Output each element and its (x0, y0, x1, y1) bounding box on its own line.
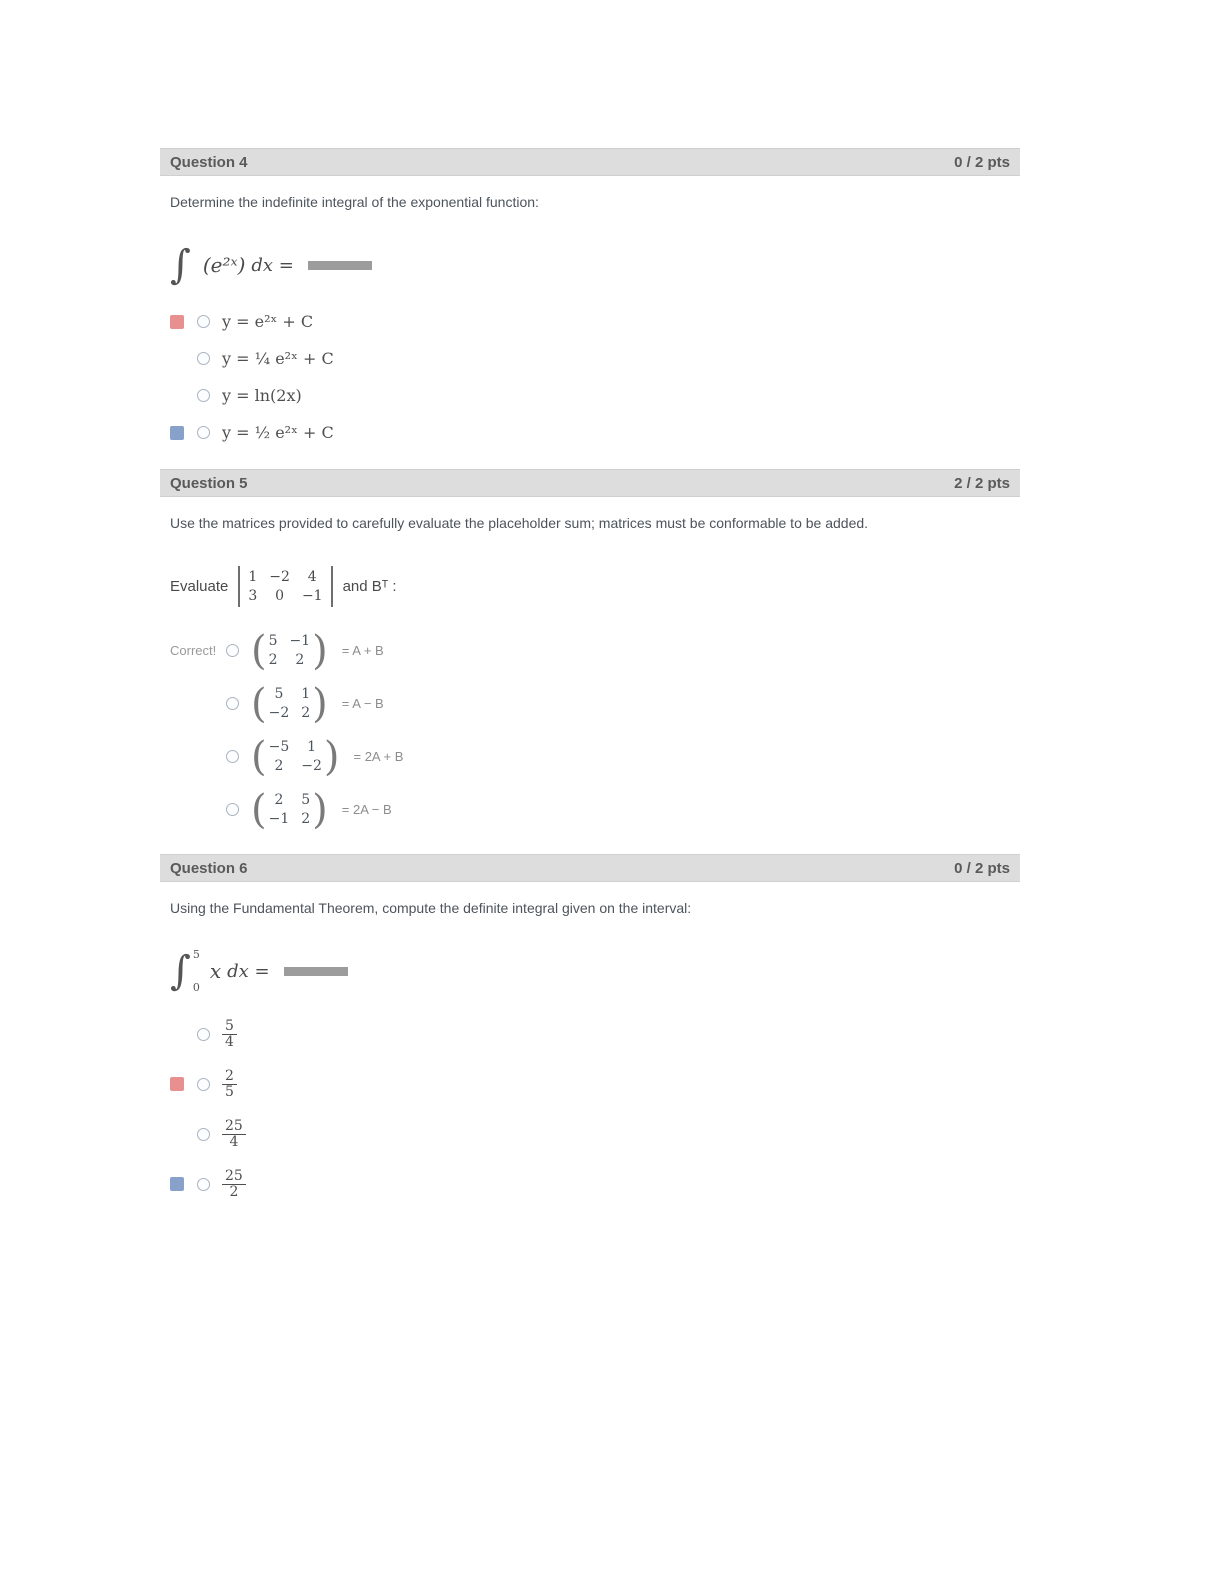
option-text: y = ¼ e²ˣ + C (222, 349, 334, 368)
question-title: Question 5 (170, 474, 248, 492)
answer-option (170, 377, 1020, 414)
matrix-cell: 2 (268, 652, 278, 668)
answer-option (170, 1109, 1020, 1159)
you-answered-icon (170, 315, 184, 329)
fraction-denominator: 5 (225, 1083, 234, 1100)
differential: dx = (227, 960, 270, 982)
answer-option (170, 303, 1020, 340)
matrix-cell: 1 (301, 686, 311, 702)
you-answered-icon (170, 1077, 184, 1091)
integral-upper-limit: 5 (192, 948, 200, 961)
matrix-cell: 0 (275, 587, 285, 604)
matrix (238, 566, 332, 607)
fraction-numerator: 5 (222, 1019, 237, 1035)
answer-options (170, 624, 1020, 836)
option-matrix (269, 633, 311, 668)
fraction-denominator: 4 (225, 1033, 234, 1050)
integrand: (e²ˣ) (202, 253, 246, 277)
question-math-expression (170, 558, 1020, 614)
question-block-4 (160, 148, 1020, 451)
fraction-numerator: 25 (222, 1119, 246, 1135)
option-radio[interactable] (226, 750, 239, 763)
matrix-cell: 2 (274, 792, 284, 808)
correct-answer-icon (170, 426, 184, 440)
fraction-denominator: 4 (229, 1133, 239, 1150)
correct-label: Correct! (170, 643, 217, 658)
option-radio[interactable] (197, 1178, 210, 1191)
option-radio[interactable] (197, 426, 210, 439)
option-matrix (269, 792, 311, 827)
integral-limits (193, 948, 200, 994)
matrix-cell: 4 (307, 568, 317, 585)
matrix-cell: 2 (301, 811, 311, 827)
answer-blank (284, 967, 348, 976)
matrix-cell: 1 (248, 568, 258, 585)
math-prefix-text: Evaluate (170, 577, 229, 595)
answer-options (170, 1009, 1020, 1209)
question-header (160, 469, 1020, 497)
answer-option (170, 1059, 1020, 1109)
right-paren: ) (312, 680, 328, 727)
option-radio[interactable] (226, 803, 239, 816)
question-title: Question 4 (170, 153, 248, 171)
option-radio[interactable] (197, 352, 210, 365)
integral-sign-icon: ∫ (170, 242, 191, 288)
matrix-cell: −1 (289, 633, 311, 649)
matrix-cell: 2 (301, 705, 311, 721)
matrix-cell: −2 (301, 758, 322, 774)
question-points: 2 / 2 pts (954, 474, 1010, 492)
matrix-cell: 1 (307, 739, 317, 755)
question-math-expression (170, 943, 1020, 999)
answer-option (170, 1159, 1020, 1209)
option-note: = 2A + B (353, 749, 404, 764)
answer-option (170, 677, 1020, 730)
option-radio[interactable] (197, 1128, 210, 1141)
matrix-cell: −2 (268, 705, 290, 721)
option-radio[interactable] (197, 389, 210, 402)
option-radio[interactable] (197, 315, 210, 328)
question-header (160, 854, 1020, 882)
answer-option (170, 783, 1020, 836)
question-points: 0 / 2 pts (954, 859, 1010, 877)
left-paren: ( (251, 786, 267, 833)
left-paren: ( (251, 733, 267, 780)
answer-blank (308, 261, 372, 270)
left-paren: ( (251, 680, 267, 727)
option-radio[interactable] (197, 1078, 210, 1091)
matrix-cell: −2 (269, 568, 290, 585)
matrix-cell: −1 (268, 811, 290, 827)
fraction-denominator: 2 (229, 1183, 239, 1200)
option-text: y = e²ˣ + C (222, 312, 314, 331)
integral-lower-limit: 0 (192, 981, 200, 994)
matrix-cell: −1 (301, 587, 323, 604)
fraction-numerator: 25 (222, 1169, 246, 1185)
option-fraction (222, 1069, 237, 1100)
question-block-5 (160, 469, 1020, 836)
option-radio[interactable] (226, 644, 239, 657)
option-fraction (222, 1019, 237, 1050)
question-block-6 (160, 854, 1020, 1209)
option-text: y = ln(2x) (222, 386, 302, 405)
left-paren: ( (251, 627, 267, 674)
question-math-expression (170, 237, 1020, 293)
matrix-cell: −5 (268, 739, 290, 755)
answer-option (170, 624, 1020, 677)
question-stem: Use the matrices provided to carefully evaluate the placeholder sum; matrices must be conformable to be added. (170, 515, 869, 531)
differential: dx = (251, 254, 294, 276)
math-suffix-text: and Bᵀ : (342, 577, 397, 595)
matrix-cell: 5 (301, 792, 311, 808)
option-note: = A + B (341, 643, 384, 658)
fraction-numerator: 2 (222, 1069, 237, 1085)
correct-answer-icon (170, 1177, 184, 1191)
option-fraction (222, 1119, 246, 1150)
option-radio[interactable] (197, 1028, 210, 1041)
answer-options (170, 303, 1020, 451)
matrix-cell: 2 (295, 652, 305, 668)
option-text: y = ½ e²ˣ + C (222, 423, 334, 442)
integral-sign-icon: ∫ (170, 948, 191, 994)
question-stem: Using the Fundamental Theorem, compute the definite integral given on the interval: (170, 900, 692, 916)
option-matrix (269, 686, 311, 721)
matrix-cell: 5 (274, 686, 284, 702)
option-fraction (222, 1169, 246, 1200)
answer-option (170, 1009, 1020, 1059)
question-title: Question 6 (170, 859, 248, 877)
question-stem: Determine the indefinite integral of the exponential function: (170, 194, 539, 210)
option-note: = A − B (341, 696, 384, 711)
right-paren: ) (323, 733, 340, 780)
matrix-cell: 3 (248, 587, 258, 604)
answer-option (170, 340, 1020, 377)
matrix-cell: 2 (274, 758, 284, 774)
answer-option (170, 414, 1020, 451)
right-paren: ) (312, 786, 328, 833)
right-paren: ) (312, 627, 328, 674)
question-header (160, 148, 1020, 176)
matrix-cell: 5 (268, 633, 278, 649)
answer-option (170, 730, 1020, 783)
option-radio[interactable] (226, 697, 239, 710)
integrand: x (209, 959, 222, 983)
option-matrix (269, 739, 322, 774)
option-note: = 2A − B (341, 802, 392, 817)
question-points: 0 / 2 pts (954, 153, 1010, 171)
